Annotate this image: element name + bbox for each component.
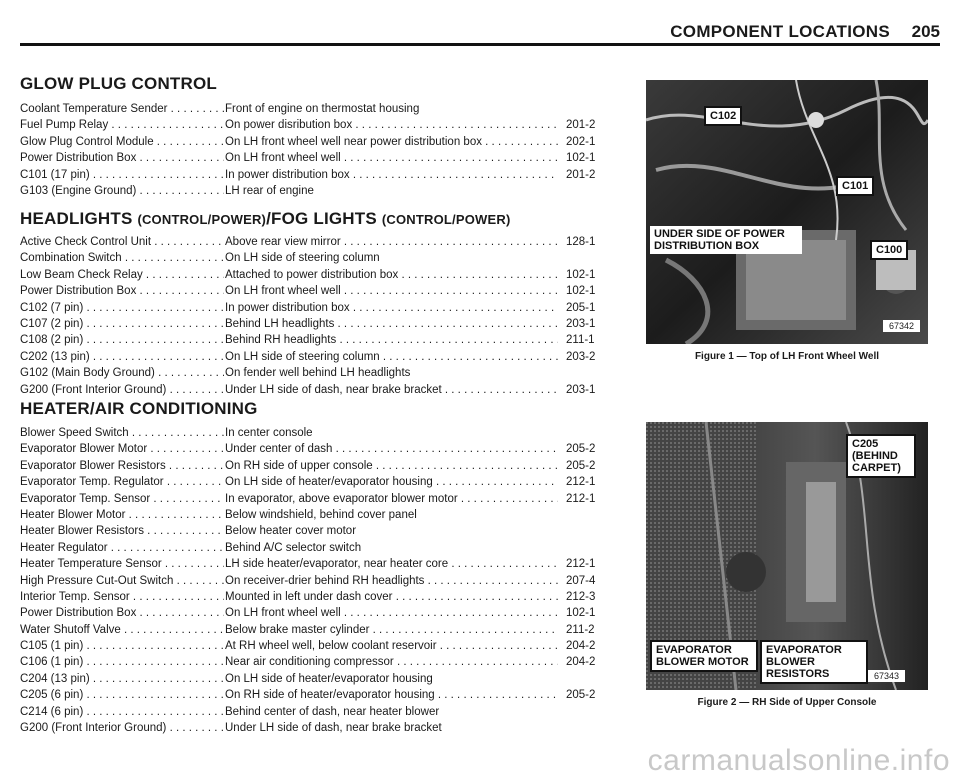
component-location: Behind center of dash, near heater blower: [225, 705, 440, 718]
component-name: Water Shutoff Valve . . .: [20, 622, 224, 638]
table-row: [20, 704, 605, 720]
table-row: [20, 382, 605, 398]
wiring-photo-1: [646, 80, 928, 344]
table-row: [20, 474, 605, 490]
table-row: [20, 507, 605, 523]
page-reference: 102-1: [563, 605, 606, 621]
table-row: [20, 589, 605, 605]
component-name: C202 (13 pin) . . .: [20, 349, 224, 365]
page-reference: 205-2: [563, 458, 606, 474]
component-name: G102 (Main Body Ground) . . .: [20, 365, 224, 381]
table-row: [20, 441, 605, 457]
component-name: Evaporator Temp. Sensor . . .: [20, 491, 224, 507]
page-reference: 102-1: [563, 283, 606, 299]
component-location: Under center of dash . . .: [225, 441, 558, 457]
component-name: Fuel Pump Relay . . .: [20, 117, 224, 133]
table-row: [20, 654, 605, 670]
component-location: At RH wheel well, below coolant reservoir . . .: [225, 638, 558, 654]
component-location: In power distribution box . . .: [225, 300, 558, 316]
page-reference: 202-1: [563, 134, 606, 150]
page-reference: 212-1: [563, 556, 606, 572]
component-location: On fender well behind LH headlights: [225, 367, 411, 380]
table-row: [20, 134, 605, 150]
figure-1-caption: Figure 1 — Top of LH Front Wheel Well: [694, 351, 880, 362]
component-location: In evaporator, above evaporator blower motor . . .: [225, 491, 558, 507]
figure-2-number: 67343: [868, 670, 905, 682]
component-location: On LH side of heater/evaporator housing: [225, 672, 433, 685]
component-location: LH rear of engine: [225, 184, 314, 197]
component-name: Heater Blower Motor . . .: [20, 507, 224, 523]
component-location: Under LH side of dash, near brake bracket . . .: [225, 382, 558, 398]
watermark: carmanualsonline.info: [647, 744, 950, 777]
component-location: On LH side of steering column . . .: [225, 349, 558, 365]
table-row: [20, 523, 605, 539]
component-name: Interior Temp. Sensor . . .: [20, 589, 224, 605]
table-row: [20, 300, 605, 316]
table-row: [20, 316, 605, 332]
component-name: G200 (Front Interior Ground) . . .: [20, 720, 224, 736]
table-row: [20, 167, 605, 183]
table-row: [20, 183, 605, 199]
table-row: [20, 458, 605, 474]
table-row: [20, 267, 605, 283]
component-name: C101 (17 pin) . . .: [20, 167, 224, 183]
component-location: Below heater cover motor: [225, 525, 357, 538]
callout-c100: C100: [870, 240, 908, 260]
table-row: [20, 556, 605, 572]
component-name: Blower Speed Switch . . .: [20, 425, 224, 441]
figure-1-number: 67342: [883, 320, 920, 332]
page-reference: 204-2: [563, 638, 606, 654]
page-reference: 212-1: [563, 474, 606, 490]
component-name: C105 (1 pin) . . .: [20, 638, 224, 654]
component-location: In power distribution box . . .: [225, 167, 558, 183]
component-name: Heater Blower Resistors . . .: [20, 523, 224, 539]
figure-1-photo: [646, 80, 928, 344]
table-row: [20, 540, 605, 556]
component-name: G103 (Engine Ground) . . .: [20, 183, 224, 199]
callout-blower-resistors: EVAPORATOR BLOWER RESISTORS: [760, 640, 868, 684]
figure-2-caption: Figure 2 — RH Side of Upper Console: [697, 697, 877, 708]
component-location: Below windshield, behind cover panel: [225, 508, 417, 521]
component-location: On LH side of steering column: [225, 252, 380, 265]
component-name: C106 (1 pin) . . .: [20, 654, 224, 670]
section-title-glow: GLOW PLUG CONTROL: [20, 74, 217, 93]
component-name: Power Distribution Box . . .: [20, 150, 224, 166]
component-location: Behind LH headlights . . .: [225, 316, 558, 332]
title-fog: /FOG LIGHTS: [266, 209, 382, 228]
figure-2-photo: [646, 422, 928, 690]
component-name: C214 (6 pin) . . .: [20, 704, 224, 720]
component-name: C107 (2 pin) . . .: [20, 316, 224, 332]
page-reference: 204-2: [563, 654, 606, 670]
component-location: In center console: [225, 427, 313, 439]
page-reference: 211-1: [563, 332, 606, 348]
component-name: Evaporator Blower Resistors . . .: [20, 458, 224, 474]
component-location: Attached to power distribution box . . .: [225, 267, 558, 283]
component-location: Behind RH headlights . . .: [225, 332, 558, 348]
header-rule: [20, 43, 940, 46]
component-location: On LH front wheel well . . .: [225, 150, 558, 166]
title-headlights: HEADLIGHTS: [20, 209, 138, 228]
component-location: On RH side of heater/evaporator housing . . .: [225, 687, 558, 703]
component-location: Near air conditioning compressor . . .: [225, 654, 558, 670]
component-name: Evaporator Blower Motor . . .: [20, 441, 224, 457]
page-reference: 205-1: [563, 300, 606, 316]
component-location: Below brake master cylinder . . .: [225, 622, 558, 638]
component-name: Power Distribution Box . . .: [20, 605, 224, 621]
component-name: G200 (Front Interior Ground) . . .: [20, 382, 224, 398]
table-row: [20, 283, 605, 299]
table-row: [20, 117, 605, 133]
component-name: Evaporator Temp. Regulator . . .: [20, 474, 224, 490]
callout-underside-box: UNDER SIDE OF POWER DISTRIBUTION BOX: [650, 226, 802, 254]
callout-c102: C102: [704, 106, 742, 126]
page-reference: 203-1: [563, 382, 606, 398]
component-name: Power Distribution Box . . .: [20, 283, 224, 299]
component-name: C102 (7 pin) . . .: [20, 300, 224, 316]
page-reference: 212-3: [563, 589, 606, 605]
page-reference: 102-1: [563, 267, 606, 283]
page-title: COMPONENT LOCATIONS: [670, 22, 890, 41]
component-location: On LH side of heater/evaporator housing . . .: [225, 474, 558, 490]
callout-blower-motor: EVAPORATOR BLOWER MOTOR: [650, 640, 758, 672]
section-title-headlights: [20, 209, 510, 229]
table-row: [20, 250, 605, 266]
table-row: [20, 687, 605, 703]
component-name: High Pressure Cut-Out Switch . . .: [20, 573, 224, 589]
component-name: Heater Regulator . . .: [20, 540, 224, 556]
page-reference: 201-2: [563, 167, 606, 183]
component-name: Low Beam Check Relay . . .: [20, 267, 224, 283]
table-row: [20, 425, 605, 441]
table-row: [20, 622, 605, 638]
table-row: [20, 332, 605, 348]
page-reference: 205-2: [563, 687, 606, 703]
component-name: Active Check Control Unit . . .: [20, 234, 224, 250]
component-location: Under LH side of dash, near brake bracket: [225, 722, 442, 735]
headlight-rows: [20, 234, 605, 398]
table-row: [20, 491, 605, 507]
callout-c205: C205 (BEHIND CARPET): [846, 434, 916, 478]
page-reference: 102-1: [563, 150, 606, 166]
component-location: On power disribution box . . .: [225, 117, 558, 133]
component-name: Heater Temperature Sensor . . .: [20, 556, 224, 572]
component-location: Front of engine on thermostat housing: [225, 103, 420, 115]
component-name: C108 (2 pin) . . .: [20, 332, 224, 348]
table-row: [20, 101, 605, 117]
page-reference: 128-1: [563, 234, 606, 250]
page-reference: 207-4: [563, 573, 606, 589]
component-name: Combination Switch . . .: [20, 250, 224, 266]
component-location: On LH front wheel well . . .: [225, 283, 558, 299]
component-location: LH side heater/evaporator, near heater core . . .: [225, 556, 558, 572]
component-location: Above rear view mirror . . .: [225, 234, 558, 250]
title-fog-sub: (CONTROL/POWER): [381, 212, 511, 227]
table-row: [20, 365, 605, 381]
callout-c101: C101: [836, 176, 874, 196]
component-name: Glow Plug Control Module . . .: [20, 134, 224, 150]
component-name: Coolant Temperature Sender . . .: [20, 101, 224, 117]
table-row: [20, 573, 605, 589]
table-row: [20, 671, 605, 687]
component-location: On LH front wheel well . . .: [225, 605, 558, 621]
page-reference: 203-1: [563, 316, 606, 332]
component-location: On RH side of upper console . . .: [225, 458, 558, 474]
page-number: 205: [911, 22, 940, 41]
section-title-hvac: HEATER/AIR CONDITIONING: [20, 399, 258, 418]
hvac-rows: [20, 425, 605, 736]
component-name: C204 (13 pin) . . .: [20, 671, 224, 687]
glow-rows: [20, 101, 605, 199]
page-reference: 201-2: [563, 117, 606, 133]
table-row: [20, 150, 605, 166]
component-location: On receiver-drier behind RH headlights . . .: [225, 573, 558, 589]
title-headlights-sub: (CONTROL/POWER): [137, 212, 267, 227]
table-row: [20, 234, 605, 250]
page-reference: 205-2: [563, 441, 606, 457]
table-row: [20, 605, 605, 621]
table-row: [20, 638, 605, 654]
table-row: [20, 720, 605, 736]
page-reference: 203-2: [563, 349, 606, 365]
component-name: C205 (6 pin) . . .: [20, 687, 224, 703]
component-location: On LH front wheel well near power distribution box . . .: [225, 134, 558, 150]
page-reference: 211-2: [563, 622, 606, 638]
page-reference: 212-1: [563, 491, 606, 507]
table-row: [20, 349, 605, 365]
component-location: Behind A/C selector switch: [225, 541, 362, 554]
component-location: Mounted in left under dash cover . . .: [225, 589, 558, 605]
